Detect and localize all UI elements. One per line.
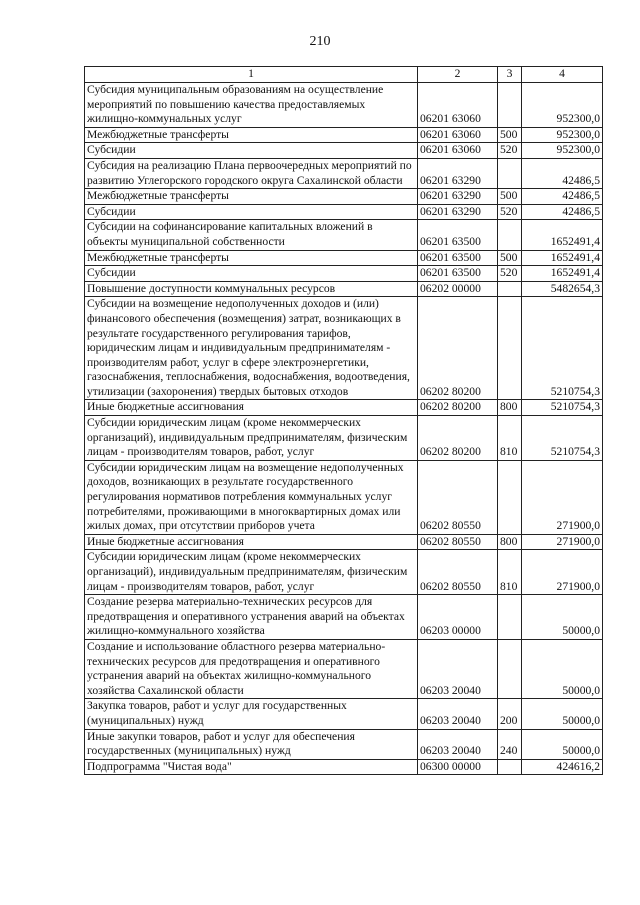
cell-sum: 42486,5 <box>522 204 603 220</box>
cell-name: Субсидии <box>85 143 418 159</box>
cell-sum: 424616,2 <box>522 759 603 775</box>
cell-code: 06203 00000 <box>418 595 498 640</box>
cell-code: 06202 80200 <box>418 297 498 400</box>
cell-name: Повышение доступности коммунальных ресурсов <box>85 281 418 297</box>
cell-sum: 952300,0 <box>522 83 603 128</box>
cell-vr: 200 <box>498 699 522 729</box>
cell-sum: 952300,0 <box>522 127 603 143</box>
table-row <box>85 266 603 282</box>
cell-vr: 500 <box>498 189 522 205</box>
cell-vr: 500 <box>498 250 522 266</box>
table-row <box>85 759 603 775</box>
cell-vr: 800 <box>498 400 522 416</box>
cell-name: Иные бюджетные ассигнования <box>85 400 418 416</box>
cell-name: Субсидии юридическим лицам на возмещение недополученных доходов, возникающих в результате государственного регулирования нормативов потребления коммунальных услуг потребителями, проживающими в многоквартирных домах или жилых домах, при отсутствии приборов учета <box>85 460 418 534</box>
table-row <box>85 460 603 534</box>
cell-name: Субсидия на реализацию Плана первоочередных мероприятий по развитию Углегорского городского округа Сахалинской области <box>85 158 418 188</box>
cell-name: Создание резерва материально-технических ресурсов для предотвращения и оперативного устранения аварий на объектах жилищно-коммунального хозяйства <box>85 595 418 640</box>
table-row <box>85 400 603 416</box>
column-header-name: 1 <box>85 67 418 83</box>
cell-vr: 520 <box>498 204 522 220</box>
cell-code: 06202 80550 <box>418 550 498 595</box>
cell-vr <box>498 460 522 534</box>
cell-code: 06201 63060 <box>418 83 498 128</box>
cell-code: 06201 63060 <box>418 127 498 143</box>
cell-code: 06201 63500 <box>418 250 498 266</box>
table-row <box>85 220 603 250</box>
cell-vr: 500 <box>498 127 522 143</box>
cell-sum: 50000,0 <box>522 729 603 759</box>
cell-vr: 240 <box>498 729 522 759</box>
cell-code: 06201 63500 <box>418 266 498 282</box>
cell-code: 06202 00000 <box>418 281 498 297</box>
cell-code: 06201 63060 <box>418 143 498 159</box>
table-row <box>85 127 603 143</box>
cell-code: 06202 80550 <box>418 534 498 550</box>
cell-name: Иные закупки товаров, работ и услуг для обеспечения государственных (муниципальных) нужд <box>85 729 418 759</box>
table-row <box>85 699 603 729</box>
cell-sum: 271900,0 <box>522 534 603 550</box>
table-row <box>85 729 603 759</box>
table-row <box>85 158 603 188</box>
cell-code: 06202 80200 <box>418 416 498 461</box>
cell-vr <box>498 759 522 775</box>
cell-vr: 800 <box>498 534 522 550</box>
cell-sum: 1652491,4 <box>522 220 603 250</box>
cell-vr <box>498 297 522 400</box>
cell-sum: 5210754,3 <box>522 400 603 416</box>
cell-code: 06203 20040 <box>418 639 498 698</box>
cell-sum: 50000,0 <box>522 595 603 640</box>
cell-sum: 42486,5 <box>522 158 603 188</box>
cell-vr <box>498 220 522 250</box>
cell-name: Межбюджетные трансферты <box>85 127 418 143</box>
cell-name: Закупка товаров, работ и услуг для государственных (муниципальных) нужд <box>85 699 418 729</box>
cell-code: 06203 20040 <box>418 699 498 729</box>
table-row <box>85 416 603 461</box>
table-row <box>85 189 603 205</box>
cell-sum: 5210754,3 <box>522 297 603 400</box>
table-row <box>85 143 603 159</box>
cell-code: 06202 80200 <box>418 400 498 416</box>
cell-name: Субсидии юридическим лицам (кроме некоммерческих организаций), индивидуальным предпринимателям, физическим лицам - производителям товаров, работ, услуг <box>85 550 418 595</box>
cell-name: Субсидии юридическим лицам (кроме некоммерческих организаций), индивидуальным предпринимателям, физическим лицам - производителям товаров, работ, услуг <box>85 416 418 461</box>
cell-vr: 810 <box>498 550 522 595</box>
table-row <box>85 595 603 640</box>
cell-code: 06201 63500 <box>418 220 498 250</box>
cell-sum: 271900,0 <box>522 460 603 534</box>
cell-sum: 1652491,4 <box>522 266 603 282</box>
budget-table <box>84 66 603 775</box>
column-header-code: 2 <box>418 67 498 83</box>
cell-sum: 1652491,4 <box>522 250 603 266</box>
cell-name: Субсидии на возмещение недополученных доходов и (или) финансового обеспечения (возмещения) затрат, возникающих в результате государственного регулирования тарифов, юридическим лицам и индивидуальным предпринимателям - производителям работ, услуг в сфере электроэнергетики, газоснабжения, теплоснабжения, водоснабжения, водоотведения, утилизации (захоронения) твердых бытовых отходов <box>85 297 418 400</box>
table-row <box>85 534 603 550</box>
cell-sum: 42486,5 <box>522 189 603 205</box>
cell-name: Создание и использование областного резерва материально-технических ресурсов для предотвращения и оперативного устранения аварий на объектах жилищно-коммунального хозяйства Сахалинской области <box>85 639 418 698</box>
table-row <box>85 204 603 220</box>
cell-name: Субсидия муниципальным образованиям на осуществление мероприятий по повышению качества предоставляемых жилищно-коммунальных услуг <box>85 83 418 128</box>
cell-vr <box>498 83 522 128</box>
cell-vr <box>498 281 522 297</box>
table-row <box>85 550 603 595</box>
cell-sum: 5210754,3 <box>522 416 603 461</box>
cell-vr <box>498 158 522 188</box>
table-row <box>85 639 603 698</box>
cell-name: Подпрограмма "Чистая вода" <box>85 759 418 775</box>
cell-code: 06201 63290 <box>418 158 498 188</box>
cell-name: Субсидии <box>85 266 418 282</box>
cell-sum: 50000,0 <box>522 639 603 698</box>
table-row <box>85 281 603 297</box>
table-header-row <box>85 67 603 83</box>
column-header-vr: 3 <box>498 67 522 83</box>
cell-code: 06202 80550 <box>418 460 498 534</box>
cell-name: Иные бюджетные ассигнования <box>85 534 418 550</box>
cell-sum: 5482654,3 <box>522 281 603 297</box>
table-row <box>85 250 603 266</box>
cell-vr <box>498 639 522 698</box>
cell-code: 06203 20040 <box>418 729 498 759</box>
table-row <box>85 83 603 128</box>
cell-vr: 520 <box>498 266 522 282</box>
cell-name: Межбюджетные трансферты <box>85 250 418 266</box>
cell-code: 06201 63290 <box>418 204 498 220</box>
column-header-sum: 4 <box>522 67 603 83</box>
cell-vr: 810 <box>498 416 522 461</box>
cell-sum: 952300,0 <box>522 143 603 159</box>
cell-code: 06201 63290 <box>418 189 498 205</box>
table-row <box>85 297 603 400</box>
cell-name: Субсидии <box>85 204 418 220</box>
cell-sum: 271900,0 <box>522 550 603 595</box>
page-number: 210 <box>309 34 331 49</box>
cell-sum: 50000,0 <box>522 699 603 729</box>
cell-name: Межбюджетные трансферты <box>85 189 418 205</box>
cell-name: Субсидии на софинансирование капитальных вложений в объекты муниципальной собственности <box>85 220 418 250</box>
cell-vr <box>498 595 522 640</box>
cell-vr: 520 <box>498 143 522 159</box>
cell-code: 06300 00000 <box>418 759 498 775</box>
